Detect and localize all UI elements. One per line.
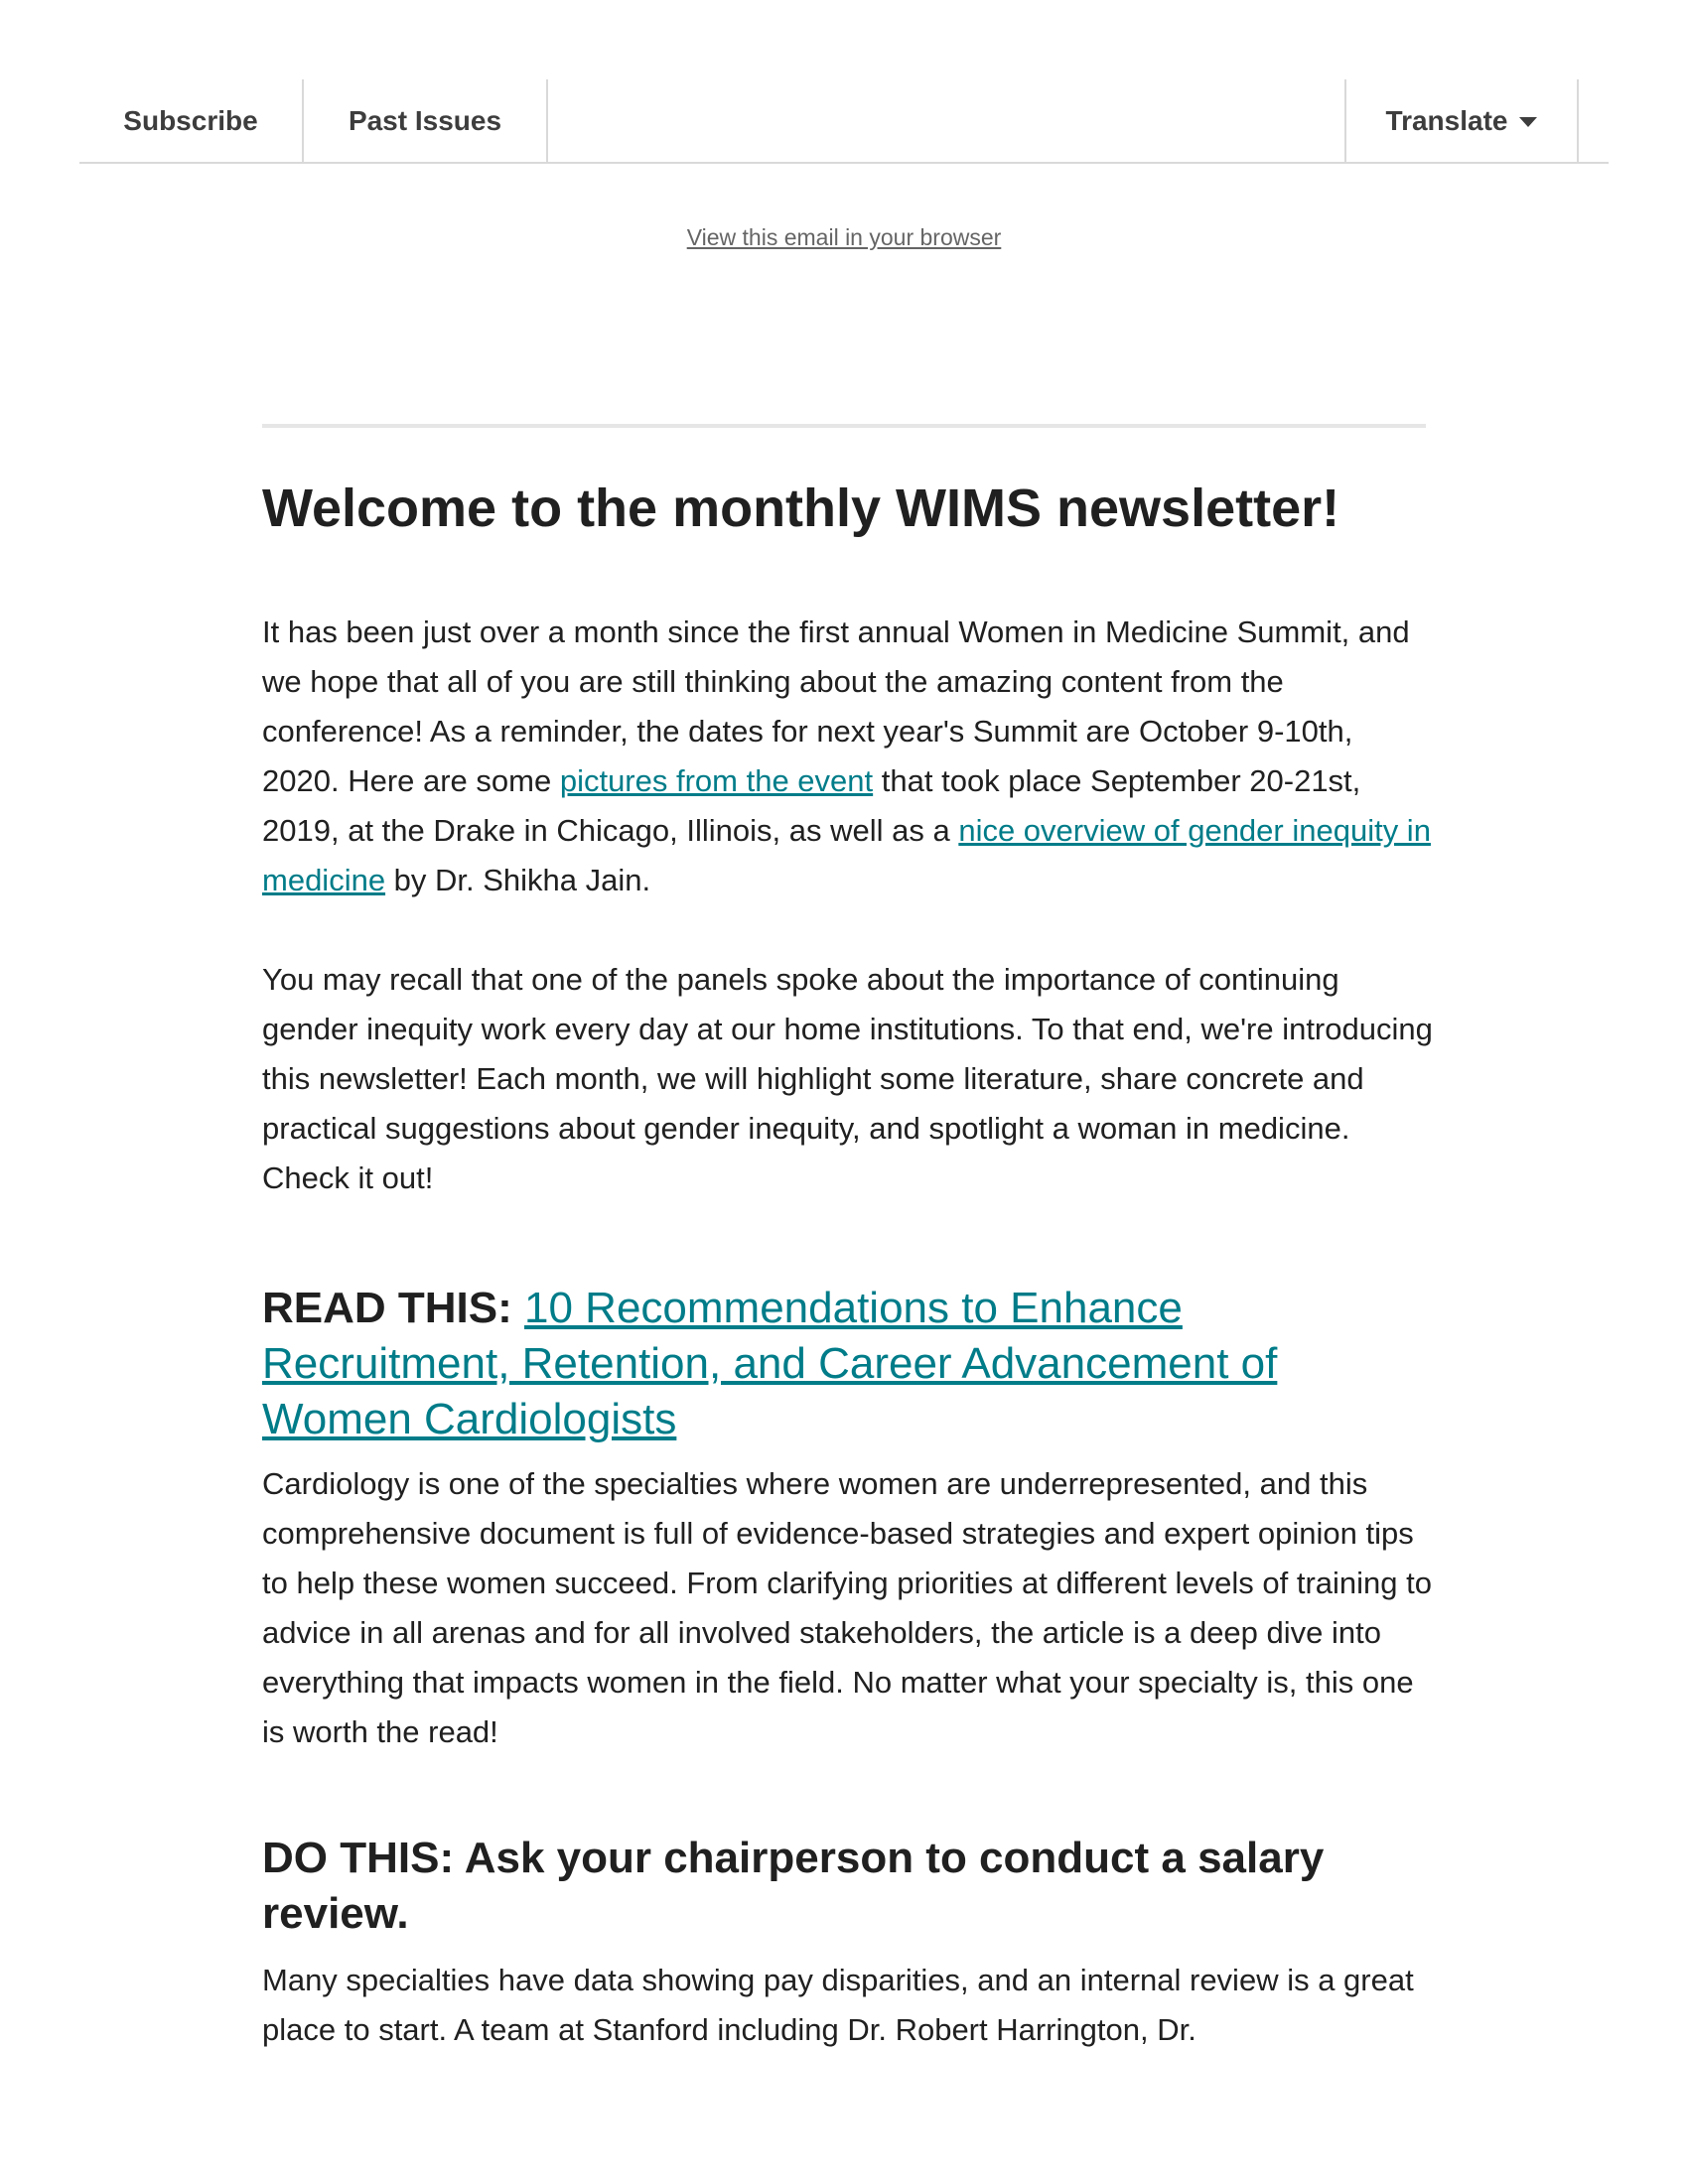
do-this-paragraph: Many specialties have data showing pay disparities, and an internal review is a great place to start. A team at Stanford including Dr. Robert Harrington, Dr. xyxy=(262,1963,1414,2047)
gender-inequity-overview-link[interactable]: nice overview of gender inequity in medicine xyxy=(262,813,1431,897)
translate-label: Translate xyxy=(1385,104,1508,136)
top-nav-bar xyxy=(79,79,1609,164)
page-title: Welcome to the monthly WIMS newsletter! xyxy=(262,478,1340,538)
intro-paragraph xyxy=(262,608,1434,905)
newsletter-intro-paragraph: You may recall that one of the panels spoke about the importance of continuing gender inequity work every day at our home institutions. To that end, we're introducing this newsletter! Each month, we will highlight some literature, share concrete and practical suggestions about gender inequity, and spotlight a woman in medicine. Check it out! xyxy=(262,962,1433,1195)
intro-text-3: by Dr. Shikha Jain. xyxy=(385,863,651,897)
header-divider xyxy=(262,424,1426,428)
read-this-paragraph: Cardiology is one of the specialties where women are underrepresented, and this comprehensive document is full of evidence-based strategies and expert opinion tips to help these women succeed. From clarifying priorities at different levels of training to advice in all arenas and for all involved stakeholders, the article is a deep dive into everything that impacts women in the field. No matter what your specialty is, this one is worth the read! xyxy=(262,1466,1432,1749)
newsletter-body xyxy=(262,477,1434,2055)
subscribe-link[interactable] xyxy=(79,79,304,162)
subscribe-label: Subscribe xyxy=(123,104,258,136)
view-in-browser-link[interactable]: View this email in your browser xyxy=(686,224,1002,250)
intro-text-1: It has been just over a month since the first annual Women in Medicine Summit, and we hope that all of you are still thinking about the amazing content from the conference! As a reminder, the dates for next year's Summit are October 9-10th, 2020. Here are some xyxy=(262,614,1410,798)
pictures-link[interactable]: pictures from the event xyxy=(559,763,874,798)
translate-dropdown[interactable] xyxy=(1344,79,1579,162)
read-this-label: READ THIS: xyxy=(262,1284,524,1332)
read-this-heading xyxy=(262,1281,1434,1447)
intro-text-2: that took place September 20-21st, 2019, at the Drake in Chicago, Illinois, as well as a xyxy=(262,763,1361,848)
caret-down-icon xyxy=(1519,117,1537,127)
cardiologists-article-link[interactable]: 10 Recommendations to Enhance Recruitment, Retention, and Career Advancement of Women Cardiologists xyxy=(262,1284,1278,1443)
do-this-heading: DO THIS: Ask your chairperson to conduct a salary review. xyxy=(262,1834,1325,1938)
past-issues-link[interactable] xyxy=(304,79,548,162)
past-issues-label: Past Issues xyxy=(348,104,502,136)
